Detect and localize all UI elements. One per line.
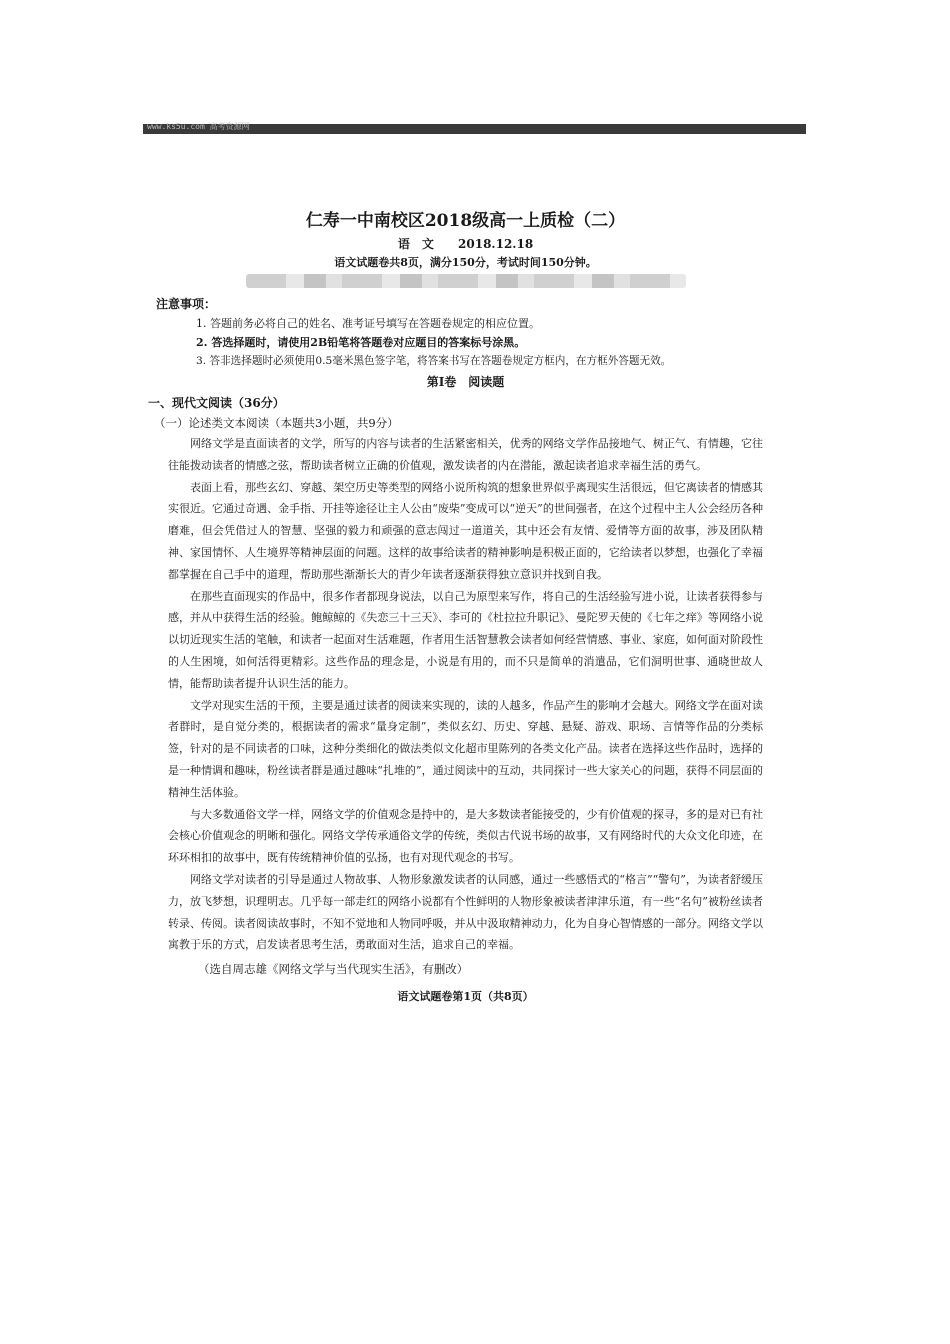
exam-info: 语文试题卷共8页，满分150分，考试时间150分钟。: [334, 256, 597, 269]
part-title: 一、现代文阅读（36分）: [148, 396, 285, 410]
paragraph: 网络文学对读者的引导是通过人物故事、人物形象激发读者的认同感，通过一些感悟式的“格言”“警句”，为读者舒缓压力，放飞梦想，识理明志。几乎每一部走红的网络小说都有个性鲜明的人物形象被读者津津乐道，有一些“名句”被粉丝读者转录、传阅。读者阅读故事时，不知不觉地和人物同呼吸，并从中汲取精神动力，化为自身心智情感的一部分。网络文学以寓教于乐的方式，启发读者思考生活，勇敢面对生活，追求自己的幸福。: [168, 872, 763, 952]
page-footer: 语文试题卷第1页（共8页）: [397, 990, 534, 1004]
notice-title: 注意事项：: [156, 297, 217, 311]
subject: 语 文: [397, 237, 434, 251]
source-citation: （选自周志雄《网络文学与当代现实生活》，有删改）: [198, 962, 469, 977]
exam-page: [148, 208, 763, 1008]
paragraph: 在那些直面现实的作品中，很多作者都现身说法，以自己为原型来写作，将自己的生活经验写进小说，让读者获得参与感，并从中获得生活的经验。鲍鲸鲸的《失恋三十三天》、李可的《杜拉拉升职记》、曼陀罗天使的《七年之痒》等网络小说以切近现实生活的笔触，和读者一起面对生活难题，作者用生活智慧教会读者如何经营情感、事业、家庭，如何面对阶段性的人生困境，如何活得更精彩。这些作品的理念是，小说是有用的，而不只是简单的消遣品，它们洞明世事、通晓世故人情，能帮助读者提升认识生活的能力。: [168, 589, 763, 690]
volume-title: 第Ⅰ卷 阅读题: [426, 375, 505, 389]
header-strip-text: www.ks5u.com 高考资源网: [147, 122, 250, 131]
subject-line: [168, 234, 763, 254]
section-title: （一）论述类文本阅读（本题共3小题，共9分）: [154, 416, 399, 430]
exam-title: 仁寿一中南校区2018级高一上质检（二）: [305, 211, 626, 231]
paragraph: 文学对现实生活的干预，主要是通过读者的阅读来实现的，读的人越多，作品产生的影响才会越大。网络文学在面对读者群时，是自觉分类的，根据读者的需求“量身定制”，类似玄幻、历史、穿越、悬疑、游戏、职场、言情等作品的分类标签，针对的是不同读者的口味，这种分类细化的做法类似文化超市里陈列的各类文化产品。读者在选择这些作品时，选择的是一种情调和趣味，粉丝读者群是通过趣味“扎堆的”，通过阅读中的互动，共同探讨一些大家关心的问题，获得不同层面的精神生活体验。: [168, 698, 763, 799]
scan-header-strip: [143, 124, 806, 134]
notice-item: 3. 答非选择题时必须使用0.5毫米黑色签字笔，将答案书写在答题卷规定方框内，在方框外答题无效。: [196, 355, 672, 367]
notice-item: 1. 答题前务必将自己的姓名、准考证号填写在答题卷规定的相应位置。: [196, 317, 540, 330]
notice-item: 2. 答选择题时，请使用2B铅笔将答题卷对应题目的答案标号涂黑。: [196, 336, 526, 349]
exam-date: 2018.12.18: [458, 237, 534, 251]
redacted-blur-bar: [246, 274, 686, 288]
paragraph: 网络文学是直面读者的文学，所写的内容与读者的生活紧密相关，优秀的网络文学作品接地气、树正气、有情趣，它往往能拨动读者的情感之弦，帮助读者树立正确的价值观，激发读者的内在潜能，激起读者追求幸福生活的勇气。: [168, 437, 763, 472]
paragraph: 表面上看，那些玄幻、穿越、架空历史等类型的网络小说所构筑的想象世界似乎离现实生活很远，但它离读者的情感其实很近。它通过奇遇、金手指、开挂等途径让主人公由“废柴”变成可以“逆天”的世间强者，在这个过程中主人公会经历各种磨难，但会凭借过人的智慧、坚强的毅力和顽强的意志闯过一道道关，其中还会有友情、爱情等方面的故事，涉及团队精神、家国情怀、人生境界等精神层面的问题。这样的故事给读者的精神影响是积极正面的，它给读者以梦想，也强化了幸福都掌握在自己手中的道理，帮助那些渐渐长大的青少年读者逐渐获得独立意识并找到自我。: [168, 480, 763, 581]
paragraph: 与大多数通俗文学一样，网络文学的价值观念是持中的，是大多数读者能接受的，少有价值观的探寻，多的是对已有社会核心价值观念的明晰和强化。网络文学传承通俗文学的传统，类似古代说书场的故事，又有网络时代的大众文化印迹，在环环相扣的故事中，既有传统精神价值的弘扬，也有对现代观念的书写。: [168, 807, 763, 865]
